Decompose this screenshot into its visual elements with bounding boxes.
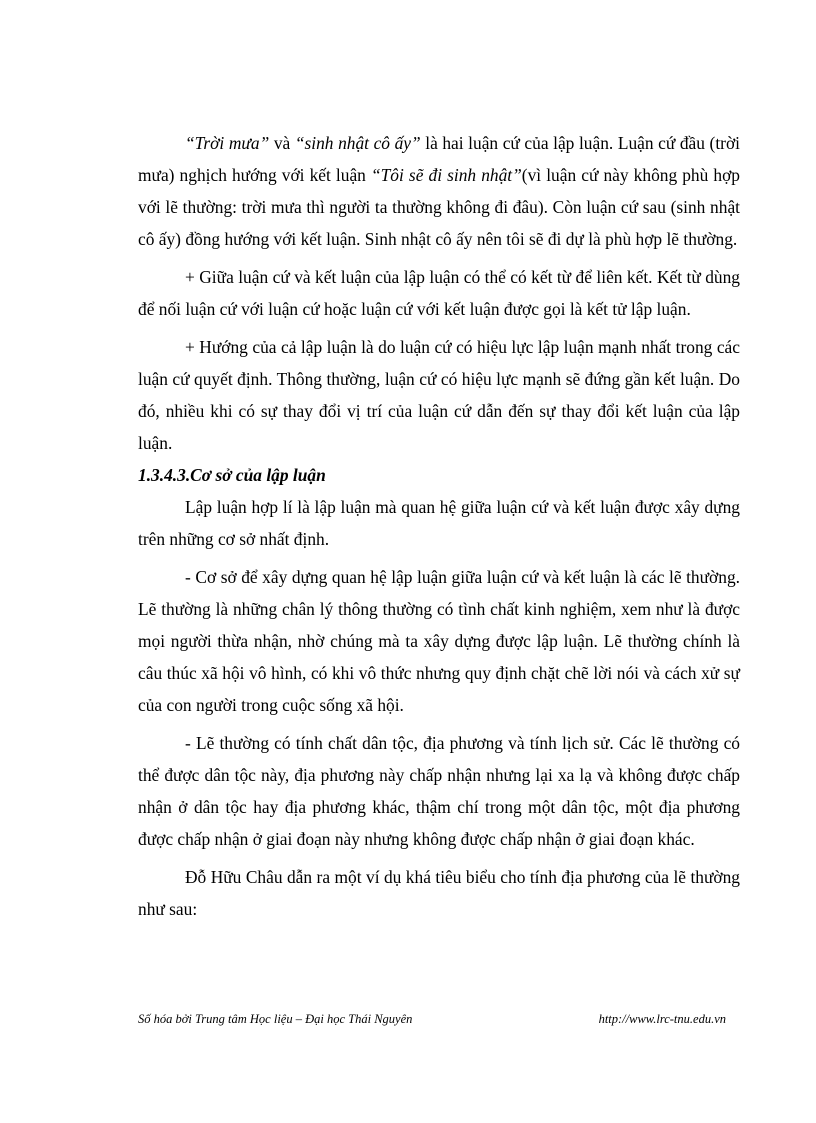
text-segment: và (269, 133, 295, 153)
quote-troi-mua: “Trời mưa” (185, 133, 270, 153)
document-body (138, 127, 740, 931)
paragraph-4: Lập luận hợp lí là lập luận mà quan hệ giữa luận cứ và kết luận được xây dựng trên những cơ sở nhất định. (138, 497, 740, 549)
page-footer (138, 1012, 726, 1027)
quote-conclusion: “Tôi sẽ đi sinh nhật” (370, 165, 522, 185)
footer-source: Số hóa bởi Trung tâm Học liệu – Đại học Thái Nguyên (138, 1012, 413, 1026)
paragraph-2: + Giữa luận cứ và kết luận của lập luận có thể có kết từ để liên kết. Kết từ dùng để nối luận cứ với luận cứ hoặc luận cứ với kết luận được gọi là kết tử lập luận. (138, 267, 740, 319)
section-heading: 1.3.4.3.Cơ sở của lập luận (138, 465, 326, 485)
quote-sinh-nhat: “sinh nhật cô ấy” (294, 133, 421, 153)
footer-url: http://www.lrc-tnu.edu.vn (598, 1012, 726, 1026)
paragraph-6: - Lẽ thường có tính chất dân tộc, địa phương và tính lịch sử. Các lẽ thường có thể được dân tộc này, địa phương này chấp nhận nhưng lại xa lạ và không được chấp nhận ở dân tộc hay địa phương khác, thậm chí trong một dân tộc, một địa phương được chấp nhận ở giai đoạn này nhưng không được chấp nhận ở giai đoạn khác. (138, 733, 740, 849)
paragraph-1 (138, 127, 740, 255)
paragraph-3: + Hướng của cả lập luận là do luận cứ có hiệu lực lập luận mạnh nhất trong các luận cứ quyết định. Thông thường, luận cứ có hiệu lực mạnh sẽ đứng gần kết luận. Do đó, nhiều khi có sự thay đổi vị trí của luận cứ dẫn đến sự thay đổi kết luận của lập luận. (138, 337, 740, 453)
text-segment: (vì luận cứ này không phù hợp với lẽ thường: trời mưa thì người ta thường không đi đâu). Còn luận cứ sau (sinh nhật cô ấy) đồng hướng với kết luận. Sinh nhật cô ấy nên tôi sẽ đi dự là phù hợp lẽ thường. (138, 165, 741, 249)
paragraph-5: - Cơ sở để xây dựng quan hệ lập luận giữa luận cứ và kết luận là các lẽ thường. Lẽ thường là những chân lý thông thường có tình chất kinh nghiệm, xem như là được mọi người thừa nhận, nhờ chúng mà ta xây dựng được lập luận. Lẽ thường chính là câu thúc xã hội vô hình, có khi vô thức nhưng quy định chặt chẽ lời nói và cách xử sự của con người trong cuộc sống xã hội. (138, 567, 740, 715)
text-segment: là hai luận cứ của lập luận. Luận cứ đầu (trời mưa) nghịch hướng với kết luận (138, 133, 740, 185)
paragraph-7: Đỗ Hữu Châu dẫn ra một ví dụ khá tiêu biểu cho tính địa phương của lẽ thường như sau: (138, 867, 740, 919)
